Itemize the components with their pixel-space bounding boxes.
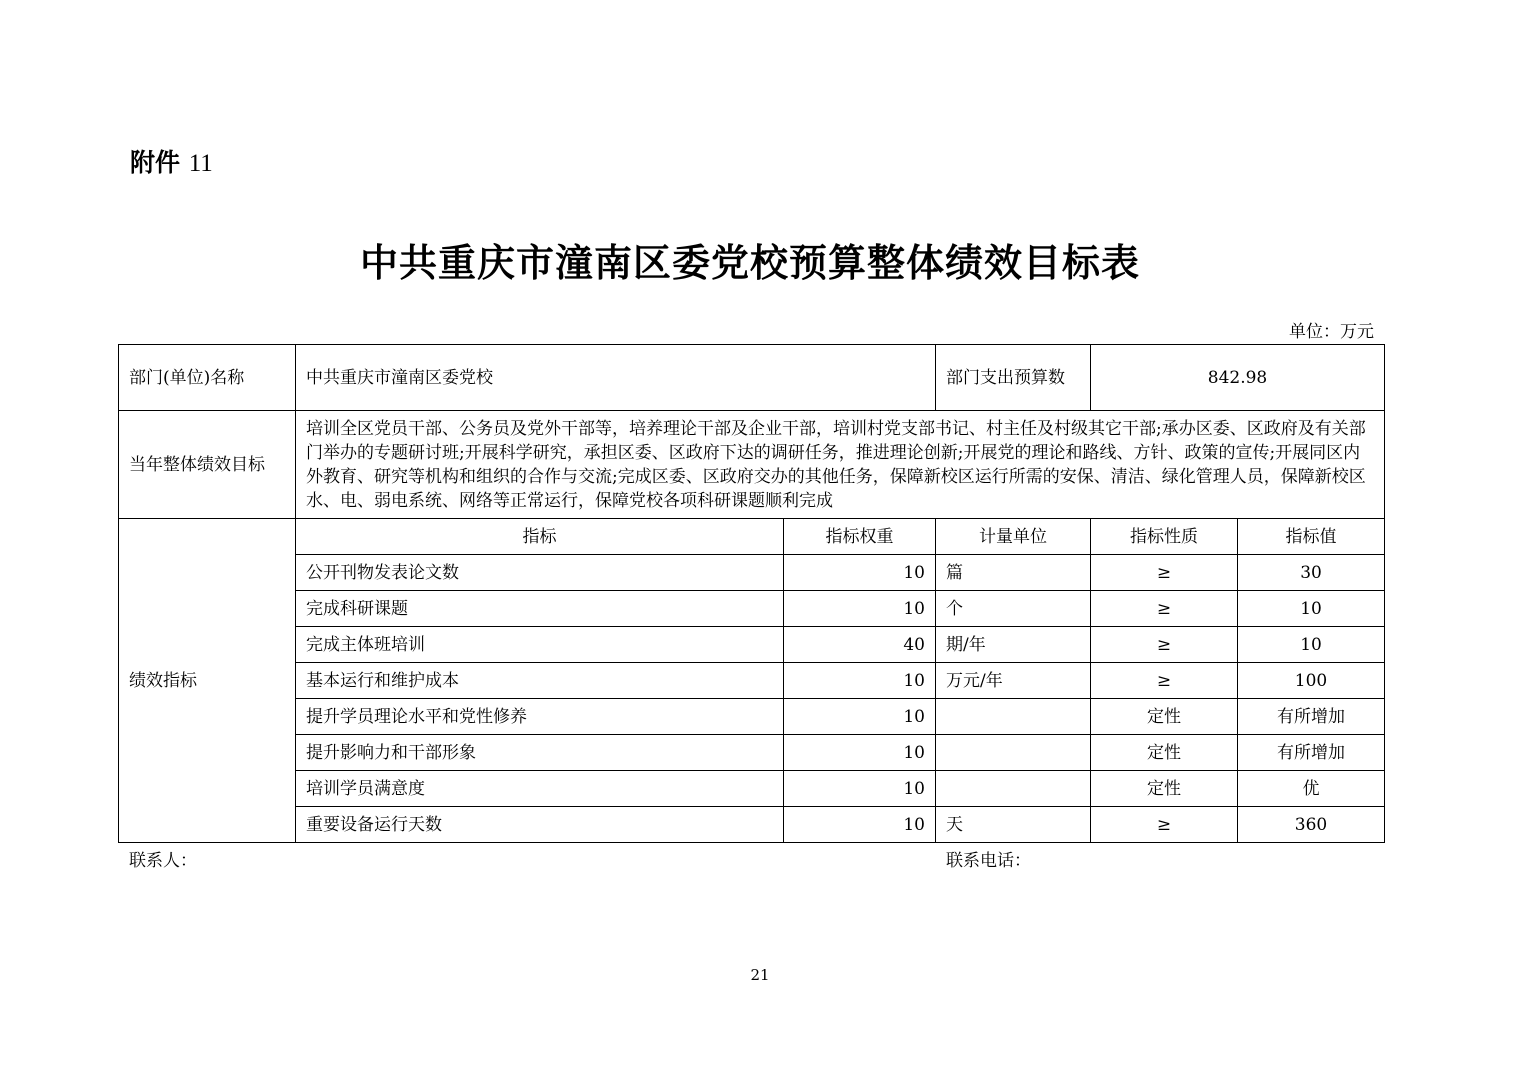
indicators-label-cell: 绩效指标 [119, 519, 296, 843]
budget-label-cell: 部门支出预算数 [936, 345, 1091, 411]
header-row [119, 345, 1385, 411]
table-row [119, 735, 1385, 771]
indicator-weight-cell: 40 [784, 627, 936, 663]
table-row [119, 699, 1385, 735]
indicator-name-cell: 提升影响力和干部形象 [296, 735, 784, 771]
performance-table [118, 344, 1385, 843]
table-row [119, 663, 1385, 699]
column-header: 指标值 [1238, 519, 1385, 555]
indicator-name-cell: 完成科研课题 [296, 591, 784, 627]
page-number: 21 [750, 966, 770, 984]
column-header: 指标性质 [1091, 519, 1238, 555]
indicator-name-cell: 公开刊物发表论文数 [296, 555, 784, 591]
indicator-name-cell: 培训学员满意度 [296, 771, 784, 807]
indicator-weight-cell: 10 [784, 591, 936, 627]
indicator-unit-cell: 篇 [936, 555, 1091, 591]
indicator-weight-cell: 10 [784, 807, 936, 843]
indicator-nature-cell: ≥ [1091, 807, 1238, 843]
indicator-value-cell: 10 [1238, 627, 1385, 663]
indicator-nature-cell: ≥ [1091, 627, 1238, 663]
indicator-name-cell: 基本运行和维护成本 [296, 663, 784, 699]
indicator-unit-cell [936, 771, 1091, 807]
indicator-unit-cell [936, 735, 1091, 771]
indicator-weight-cell: 10 [784, 735, 936, 771]
page-title: 中共重庆市潼南区委党校预算整体绩效目标表 [359, 241, 1140, 285]
indicator-unit-cell: 万元/年 [936, 663, 1091, 699]
indicator-nature-cell: 定性 [1091, 771, 1238, 807]
contact-label: 联系人： [129, 851, 197, 871]
indicator-name-cell: 完成主体班培训 [296, 627, 784, 663]
table-row [119, 807, 1385, 843]
unit-label: 单位：万元 [1289, 322, 1374, 342]
goal-label-cell: 当年整体绩效目标 [119, 411, 296, 519]
indicator-unit-cell: 期/年 [936, 627, 1091, 663]
goal-row [119, 411, 1385, 519]
indicator-value-cell: 有所增加 [1238, 699, 1385, 735]
indicator-name-cell: 提升学员理论水平和党性修养 [296, 699, 784, 735]
column-header: 指标 [296, 519, 784, 555]
indicator-name-cell: 重要设备运行天数 [296, 807, 784, 843]
indicator-value-cell: 100 [1238, 663, 1385, 699]
indicator-weight-cell: 10 [784, 663, 936, 699]
table-row [119, 555, 1385, 591]
table-row [119, 627, 1385, 663]
indicator-value-cell: 有所增加 [1238, 735, 1385, 771]
indicator-nature-cell: 定性 [1091, 735, 1238, 771]
indicator-body [119, 519, 1385, 843]
indicator-weight-cell: 10 [784, 771, 936, 807]
indicator-weight-cell: 10 [784, 699, 936, 735]
indicator-value-cell: 360 [1238, 807, 1385, 843]
indicator-value-cell: 30 [1238, 555, 1385, 591]
column-header: 指标权重 [784, 519, 936, 555]
indicator-unit-cell: 天 [936, 807, 1091, 843]
table-row [119, 771, 1385, 807]
indicator-unit-cell: 个 [936, 591, 1091, 627]
dept-label-cell: 部门(单位)名称 [119, 345, 296, 411]
indicator-header-row [119, 519, 1385, 555]
indicator-nature-cell: ≥ [1091, 555, 1238, 591]
column-header: 计量单位 [936, 519, 1091, 555]
attachment-label: 附件 11 [130, 148, 213, 177]
indicator-unit-cell [936, 699, 1091, 735]
indicator-nature-cell: 定性 [1091, 699, 1238, 735]
indicator-weight-cell: 10 [784, 555, 936, 591]
indicator-nature-cell: ≥ [1091, 663, 1238, 699]
table-row [119, 591, 1385, 627]
indicator-value-cell: 10 [1238, 591, 1385, 627]
indicator-value-cell: 优 [1238, 771, 1385, 807]
phone-label: 联系电话： [946, 851, 1031, 871]
budget-value-cell: 842.98 [1091, 345, 1385, 411]
goal-text-cell: 培训全区党员干部、公务员及党外干部等，培养理论干部及企业干部，培训村党支部书记、村主任及村级其它干部;承办区委、区政府及有关部门举办的专题研讨班;开展科学研究，承担区委、区政府下达的调研任务，推进理论创新;开展党的理论和路线、方针、政策的宣传;开展同区内外教育、研究等机构和组织的合作与交流;完成区委、区政府交办的其他任务，保障新校区运行所需的安保、清洁、绿化管理人员，保障新校区水、电、弱电系统、网络等正常运行，保障党校各项科研课题顺利完成 [296, 411, 1385, 519]
dept-name-cell: 中共重庆市潼南区委党校 [296, 345, 936, 411]
indicator-nature-cell: ≥ [1091, 591, 1238, 627]
